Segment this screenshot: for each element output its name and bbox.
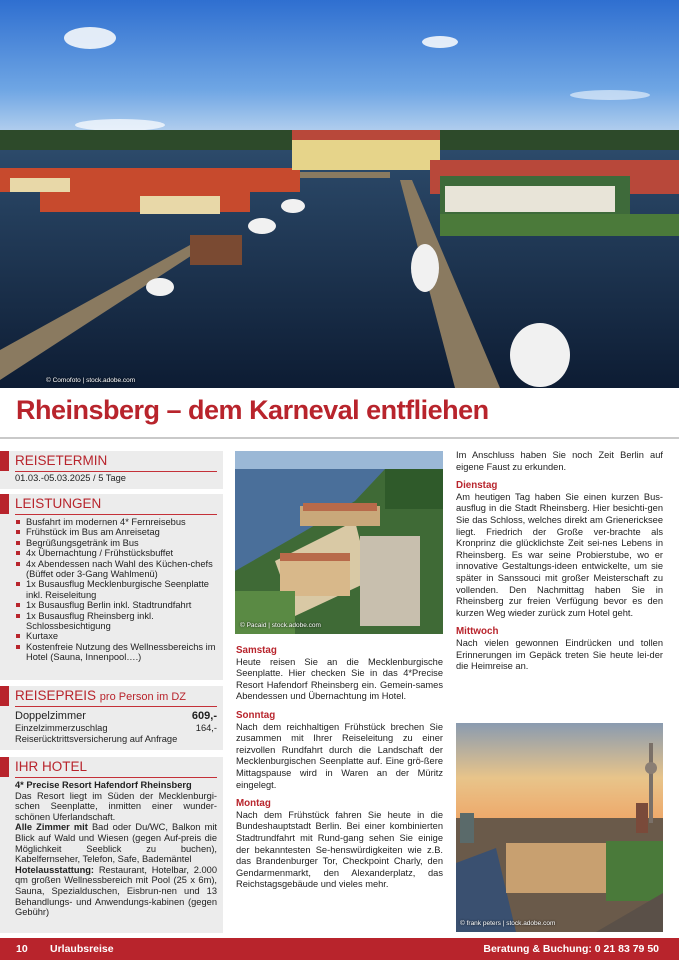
hotel-heading: IHR HOTEL: [0, 757, 223, 777]
reisepreis-title: REISEPREIS: [15, 688, 97, 703]
berlin-photo-credit: © frank peters | stock.adobe.com: [460, 920, 556, 927]
price-row-doppelzimmer: [0, 710, 223, 723]
reisetermin-dates: 01.03.-05.03.2025 / 5 Tage: [15, 473, 126, 483]
list-item: Busfahrt im modernen 4* Fernreisebus: [15, 517, 217, 527]
hotel-name: 4* Precise Resort Hafendorf Rheinsberg: [15, 780, 192, 790]
day-heading: Dienstag: [456, 480, 498, 492]
heading-underline: [15, 706, 217, 707]
list-item: Begrüßungsgetränk im Bus: [15, 538, 217, 548]
leistungen-heading: LEISTUNGEN: [0, 494, 223, 514]
leistungen-list: [0, 515, 223, 667]
reisepreis-box: [0, 686, 223, 750]
day-heading: Montag: [236, 798, 271, 810]
price-label: Reiserücktrittsversicherung auf Anfrage: [15, 734, 178, 744]
list-item: 4x Abendessen nach Wahl des Küchen-chefs (Büffet oder 3-Gang Wahlmenü): [15, 559, 217, 580]
hero-photo-credit: © Comofoto | stock.adobe.com: [46, 377, 136, 384]
hotel-zimmer-label: Alle Zimmer mit: [15, 822, 88, 833]
day-heading: Mittwoch: [456, 626, 499, 638]
hotel-zimmer-text: Bad oder Du/WC, Balkon mit Blick auf Wald und Wiesen (gegen Auf-preis die Möglichkeit Seeblick zu buchen), Kabelfernseher, Telefon, Safe, Bademäntel: [15, 822, 218, 865]
reisepreis-subtitle: pro Person im DZ: [99, 691, 186, 703]
price-value: 609,-: [191, 710, 217, 722]
price-row-einzelzimmer: [0, 723, 223, 734]
list-item: 1x Busausflug Mecklenburgische Seenplatte inkl. Reiseleitung: [15, 579, 217, 600]
page-number: 10: [16, 943, 28, 955]
hero-photo-harbor: [0, 0, 679, 388]
day-heading: Samstag: [236, 645, 277, 656]
list-item: 4x Übernachtung / Frühstücksbuffet: [15, 548, 217, 558]
page-title: Rheinsberg – dem Karneval entfliehen: [16, 395, 489, 425]
reisepreis-heading: [0, 686, 223, 706]
castle-photo-credit: © Pacaid | stock.adobe.com: [240, 622, 321, 629]
title-divider: [0, 437, 679, 439]
price-value: 164,-: [195, 723, 217, 733]
day-text: Nach dem reichhaltigen Frühstück brechen Sie zusammen mit Ihrer Reiseleitung zu einer reizvollen Rundfahrt durch die Landschaft der Mecklenburgischen Seenplatte auf. Eine grö-ßere Mittagspause wird in Waren an der Müritz eingelegt.: [236, 721, 443, 790]
right-intro: Im Anschluss haben Sie noch Zeit Berlin auf eigene Faust zu erkunden.: [456, 450, 663, 472]
reisetermin-box: [0, 451, 223, 489]
hotel-ausstattung-label: Hotelausstattung:: [15, 864, 95, 875]
berlin-photo: [456, 723, 663, 932]
price-label: Einzelzimmerzuschlag: [15, 723, 108, 733]
reisetermin-heading: REISETERMIN: [0, 451, 223, 471]
itinerary-right: [456, 450, 663, 673]
footer-bar: [0, 938, 679, 960]
day-text: Nach vielen gewonnen Eindrücken und tollen Erinnerungen im Gepäck treten Sie heute lei-der die Heimreise an.: [456, 637, 663, 672]
magazine-name: Urlaubsreise: [50, 943, 114, 955]
castle-photo: [235, 451, 443, 634]
hotel-ausstattung-text: Restaurant, Hotelbar, 2.000 qm großen Wellnessbereich mit Pool (25 x 6m), Sauna, Spezialduschen, Eisbrun-nen und 13 Behandlungs- und Anwendungs-kabinen (gegen Gebühr): [15, 864, 217, 918]
list-item: Kostenfreie Nutzung des Wellnessbereichs im Hotel (Sauna, Innenpool….): [15, 642, 217, 663]
leistungen-box: [0, 494, 223, 680]
day-text: Am heutigen Tag haben Sie einen kurzen Bus-ausflug in die Stadt Rheinsberg. Hier besichti-gen Sie das Schloss, welches direkt am Grienericksee liegt. Friedrich der Große ver-brachte als Kronprinz die glücklichste Zeit sei-nes Lebens in Rheinsberg. Es war seine Probierstube, wo er innovative Gestaltungs-ideen entwickelte, um sie später in Sanssouci mit großer Meisterschaft zu vollenden. Den Nachmittag haben Sie in Rheinsberg zur freien Verfügung bevor es den kurzen Weg wieder zurück zum Hotel geht.: [456, 491, 663, 618]
hotel-description: [0, 778, 223, 922]
hotel-intro: Das Resort liegt im Süden der Mecklenburgi-schen Seenplatte, inmitten einer wunder-schönen Uferlandschaft.: [15, 790, 217, 822]
list-item: Kurtaxe: [15, 631, 217, 641]
booking-contact: Beratung & Buchung: 0 21 83 79 50: [483, 943, 659, 955]
day-text: Nach dem Frühstück fahren Sie heute in die Bundeshauptstadt Berlin. Bei einer kombinierten Stadtrundfahrt mit Rund-gang sehen Sie einige der bekanntesten Se-henswürdigkeiten wie z.B. das Brandenburger Tor, Checkpoint Charly, den Gendarmenmarkt, den Alexanderplatz, das Reichstagsgebäude und vieles mehr.: [236, 809, 443, 890]
itinerary-middle: [236, 645, 443, 891]
list-item: 1x Busausflug Berlin inkl. Stadtrundfahrt: [15, 600, 217, 610]
day-heading: Sonntag: [236, 709, 276, 721]
price-label: Doppelzimmer: [15, 710, 86, 722]
price-row-versicherung: [0, 734, 223, 745]
list-item: Frühstück im Bus am Anreisetag: [15, 527, 217, 537]
hotel-box: [0, 757, 223, 933]
day-text: Heute reisen Sie an die Mecklenburgische Seenplatte. Hier checken Sie in das 4*Precise Resort Hafendorf Rheinsberg ein. Gemein-sames Abendessen und Übernachtung im Hotel.: [236, 656, 443, 702]
list-item: 1x Busausflug Rheinsberg inkl. Schlossbesichtigung: [15, 611, 217, 632]
